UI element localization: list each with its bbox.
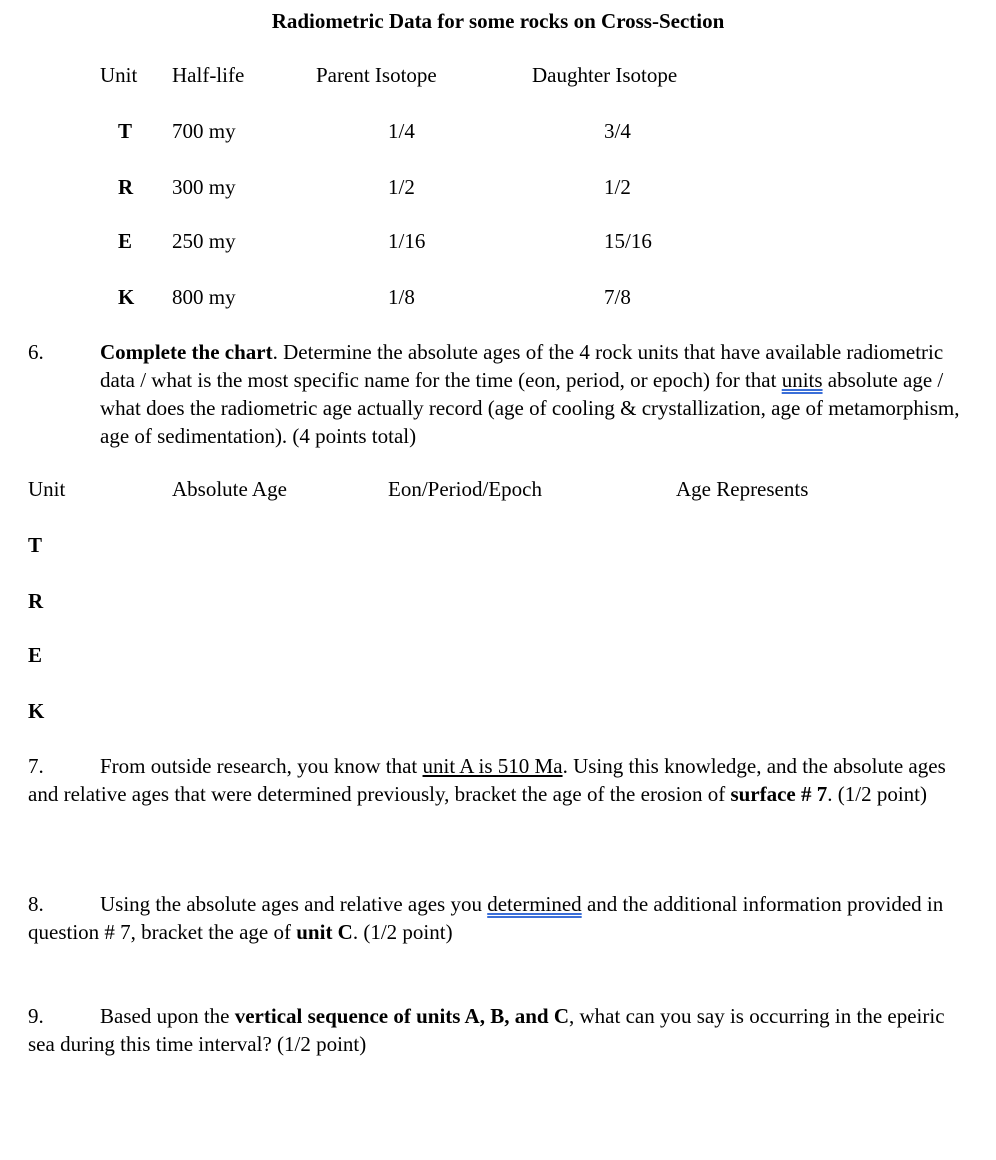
question-6-number: 6. — [28, 340, 44, 364]
answer-unit-label: R — [28, 589, 44, 613]
question-9 — [28, 1002, 973, 1058]
table-header-half-life: Half-life — [172, 63, 245, 87]
answer-header-age-represents: Age Represents — [676, 477, 809, 501]
row-daughter: 7/8 — [604, 285, 631, 309]
row-unit: T — [118, 119, 133, 143]
q6-text-b: absolute age / what does the radiometric age actually record (age of cooling & crystallization, age of metamorphism, age of sedimentation). (4 points total) — [100, 368, 960, 448]
q8-number: 8. — [28, 892, 44, 916]
answer-header-eon-period-epoch: Eon/Period/Epoch — [388, 477, 542, 501]
q7-text-c: . (1/2 point) — [827, 782, 927, 806]
row-parent: 1/2 — [388, 175, 415, 199]
q9-number: 9. — [28, 1004, 44, 1028]
q8-text-c: . (1/2 point) — [352, 920, 453, 944]
q9-bold: vertical sequence of units A, B, and C — [234, 1004, 569, 1028]
row-half-life: 800 my — [172, 285, 236, 309]
row-daughter: 15/16 — [604, 229, 652, 253]
answer-header-absolute-age: Absolute Age — [172, 477, 287, 501]
q8-spell-word: determined — [487, 892, 582, 916]
row-unit: E — [118, 229, 133, 253]
row-parent: 1/16 — [388, 229, 426, 253]
row-unit: R — [118, 175, 134, 199]
q6-bold-lead: Complete the chart — [100, 340, 273, 364]
row-parent: 1/8 — [388, 285, 415, 309]
q6-text-a: . Determine the absolute ages of the 4 rock units that have available radiometric data / what is the most specific name for the time (eon, period, or epoch) for that — [100, 340, 944, 392]
q7-text-a: From outside research, you know that — [100, 754, 423, 778]
question-8 — [28, 890, 973, 946]
row-half-life: 300 my — [172, 175, 236, 199]
table-header-daughter: Daughter Isotope — [532, 63, 678, 87]
answer-unit-label: E — [28, 643, 43, 667]
q8-bold: unit C — [296, 920, 353, 944]
q7-underlined: unit A is 510 Ma — [422, 754, 563, 778]
q7-bold: surface # 7 — [730, 782, 828, 806]
question-6-text — [100, 338, 970, 450]
answer-unit-label: T — [28, 533, 43, 557]
q9-text-b: , what can you say is occurring in the epeiric sea during this time interval? (1/2 point) — [28, 1004, 945, 1056]
q6-spell-word: units — [781, 368, 823, 392]
row-parent: 1/4 — [388, 119, 415, 143]
row-half-life: 250 my — [172, 229, 236, 253]
q8-text-b: and the additional information provided in question # 7, bracket the age of — [28, 892, 944, 944]
page-title: Radiometric Data for some rocks on Cross-Section — [271, 9, 725, 33]
row-daughter: 1/2 — [604, 175, 631, 199]
q7-text-b: . Using this knowledge, and the absolute ages and relative ages that were determined previously, bracket the age of the erosion of — [28, 754, 946, 806]
q8-text-a: Using the absolute ages and relative ages you — [100, 892, 488, 916]
question-7 — [28, 752, 973, 808]
q7-number: 7. — [28, 754, 44, 778]
row-daughter: 3/4 — [604, 119, 631, 143]
q9-text-a: Based upon the — [100, 1004, 235, 1028]
row-half-life: 700 my — [172, 119, 236, 143]
answer-unit-label: K — [28, 699, 45, 723]
table-header-parent: Parent Isotope — [316, 63, 437, 87]
row-unit: K — [118, 285, 135, 309]
table-header-unit: Unit — [100, 63, 138, 87]
answer-header-unit: Unit — [28, 477, 66, 501]
